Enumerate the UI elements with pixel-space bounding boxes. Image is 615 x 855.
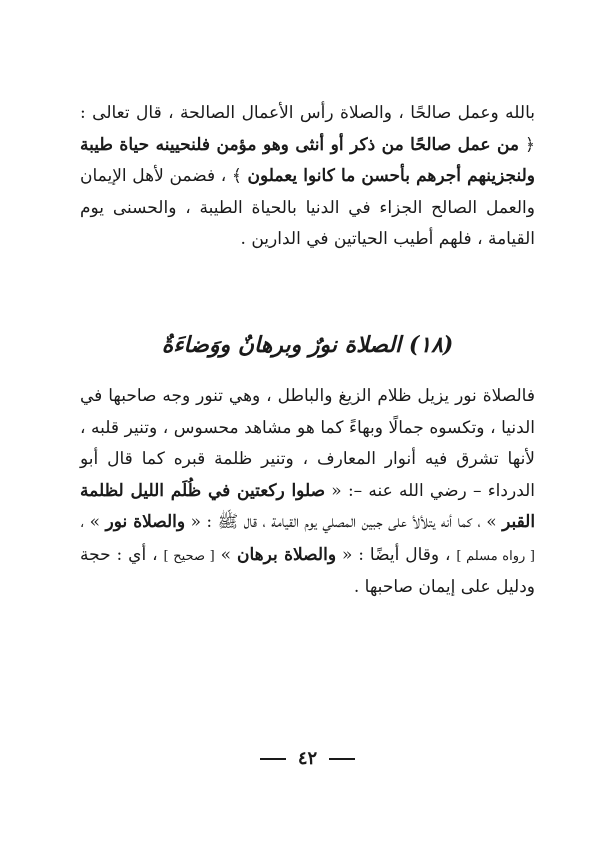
quote-3: والصلاة برهان <box>236 544 337 565</box>
page-number-footer <box>0 748 615 769</box>
source-citation-2: [ صحيح ] <box>163 548 215 564</box>
source-citation-1: ، [ رواه مسلم ] <box>80 516 535 564</box>
quote-1: صلوا ركعتين في ظُلَم الليل لظلمة القبر <box>80 480 536 532</box>
quote-2: والصلاة نور <box>105 512 186 532</box>
quote-1-open: « <box>331 480 342 501</box>
paragraph-2-text-c: ، وقال أيضًا : <box>358 544 451 565</box>
paragraph-2-text-b: ، كما أنه يتلألأ على جبين المصلي يوم القيامة ، قال ﷺ : <box>206 512 481 532</box>
quran-bracket-open: ﴿ <box>525 134 536 155</box>
quote-1-close: » <box>486 512 497 532</box>
paragraph-2-text-d: ، أي : حجة ودليل على إيمان صاحبها . <box>80 544 535 597</box>
quote-2-close: » <box>89 512 101 532</box>
paragraph-prayer-righteous-deeds <box>80 98 535 256</box>
quran-bracket-close: ﴾ <box>231 166 242 186</box>
quote-3-open: « <box>341 544 353 565</box>
paragraph-1-intro: بالله وعمل صالحًا ، والصلاة رأس الأعمال الصالحة ، قال تعالى : <box>80 103 535 123</box>
paragraph-1 <box>80 98 535 256</box>
dash-left <box>260 758 286 760</box>
paragraph-2 <box>80 381 535 604</box>
paragraph-prayer-light <box>80 381 535 604</box>
dash-right <box>329 758 355 760</box>
quote-2-open: « <box>190 512 201 532</box>
section-heading: (١٨) الصلاة نورٌ وبرهانٌ ووَضاءَةٌ <box>161 332 454 358</box>
quran-verse: من عمل صالحًا من ذكر أو أنثى وهو مؤمن فلنحيينه حياة طيبة ولنجزينهم أجرهم بأحسن ما كانوا يعملون <box>80 134 536 186</box>
page-number: ٤٢ <box>297 748 318 769</box>
paragraph-2-text-a: فالصلاة نور يزيل ظلام الزيغ والباطل ، وهي تنور وجه صاحبها في الدنيا ، وتكسوه جمالًا وبهاءً كما هو مشاهد محسوس ، وتنير قلبه ، لأنها تشرق فيه أنوار المعارف ، وتنير ظلمة قبره كما قال أبو الدرداء – رضي الله عنه –: <box>80 386 536 501</box>
quote-3-close: » <box>220 544 232 565</box>
paragraph-1-outro: ، فضمن لأهل الإيمان والعمل الصالح الجزاء في الدنيا بالحياة الطيبة ، والحسنى يوم القيامة ، فلهم أطيب الحياتين في الدارين . <box>80 166 535 249</box>
